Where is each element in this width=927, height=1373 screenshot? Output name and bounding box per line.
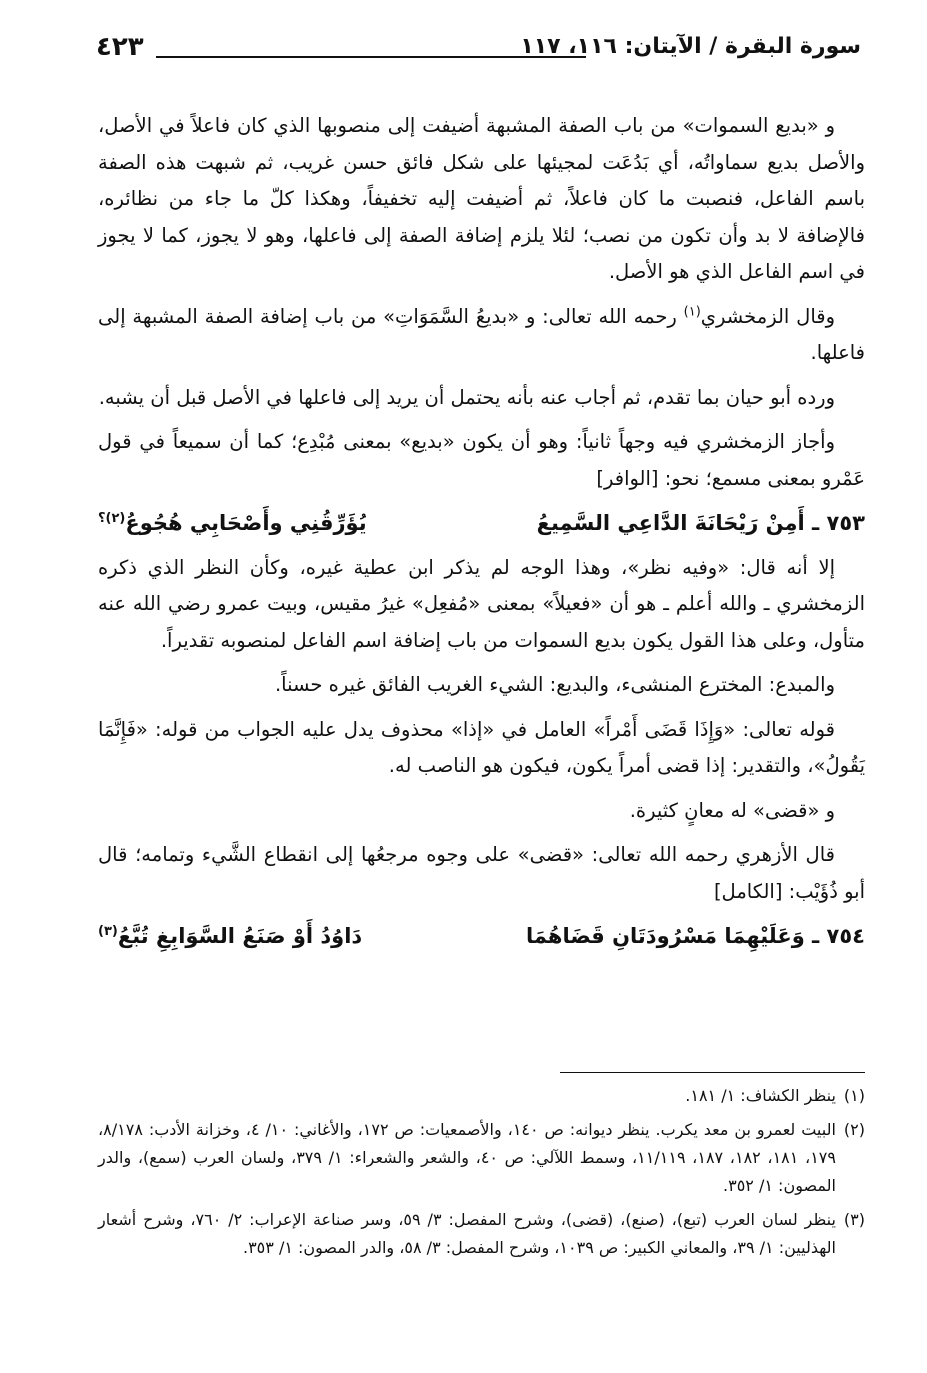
running-title: سورة البقرة / الآيتان: ١١٦، ١١٧ [520,34,861,59]
paragraph: وأجاز الزمخشري فيه وجهاً ثانياً: وهو أن يكون «بديع» بمعنى مُبْدِع؛ كما أن سميعاً في قول عَمْرو بمعنى مسمع؛ نحو: [الوافر] [98,430,865,490]
footnote-number: (٢) [843,1120,865,1139]
poetry-verse [98,918,865,955]
paragraph-text: وقال الزمخشري [700,304,835,328]
paragraph: و «بديع السموات» من باب الصفة المشبهة أضيفت إلى منصوبها الذي كان فاعلاً في الأصل، والأصل بديع سماواتُه، أي بَدُعَت لمجيئها على شكل فائق حسن غريب، ثم شبهت هذه الصفة باسم الفاعل، فنصبت ما كان فاعلاً، ثم أضيفت إليه تخفيفاً، وهكذا كلّ ما جاء من نظائره، فالإضافة لا بد وأن تكون من نصب؛ لئلا يلزم إضافة الصفة إلى فاعلها، وهو لا يجوز، كما لا يجوز في اسم الفاعل الذي هو الأصل. [98,114,865,283]
poetry-verse [98,505,865,542]
footnote-reference: (١) [683,304,701,319]
paragraph: قال الأزهري رحمه الله تعالى: «قضى» على وجوه مرجعُها إلى انقطاع الشَّيء وتمامه؛ قال أبو ذُؤَيْب: [الكامل] [98,843,865,903]
footnote-separator [560,1072,865,1073]
footnote [98,1116,865,1200]
paragraph: و «قضى» له معانٍ كثيرة. [629,798,835,822]
footnotes [98,1082,865,1268]
footnote [98,1206,865,1262]
paragraph-text: رحمه الله تعالى: و «بديعُ السَّمَوَاتِ» من باب إضافة الصفة المشبهة إلى فاعلها. [98,304,865,364]
verse-text: يُؤَرِّقُنِي وأَصْحَابِي هُجُوعُ [125,511,367,535]
footnote-number: (٣) [843,1210,865,1229]
verse-first-hemistich: ٧٥٣ ـ أَمِنْ رَيْحَانَةَ الدَّاعِي السَّمِيعُ [536,511,865,535]
verse-second-hemistich [98,505,367,542]
paragraph: ورده أبو حيان بما تقدم، ثم أجاب عنه بأنه يحتمل أن يريد إلى فاعلها في الأصل قبل أن يشبه. [98,385,835,409]
page-header [96,28,861,68]
paragraph: والمبدع: المخترع المنشىء، والبديع: الشيء الغريب الفائق غيره حسناً. [274,673,835,696]
header-rule [156,56,586,58]
footnote-text: ينظر الكشاف: ١/ ١٨١. [685,1086,836,1105]
verse-first-hemistich: ٧٥٤ ـ وَعَلَيْهِمَا مَسْرُودَتَانِ قَضَاهُمَا [525,924,865,948]
footnote-text: البيت لعمرو بن معد يكرب. ينظر ديوانه: ص ١٤٠، والأصمعيات: ص ١٧٢، والأغاني: ١٠/ ٤، وخزانة الأدب: ٨/١٧٨، ١٧٩، ١٨١، ١٨٢، ١٨٧، ١١/١١٩، وسمط اللآلي: ص ٤٠، والشعر والشعراء: ١/ ٣٧٩، ولسان العرب (سمع)، والدر المصون: ١/ ٣٥٢. [98,1120,836,1195]
verse-second-hemistich [98,918,362,955]
footnote-reference: (٣) [98,924,118,939]
main-text [98,108,865,963]
verse-text: دَاوُدُ أَوْ صَنَعُ السَّوَابِغِ تُبَّعُ [117,924,363,948]
footnote [98,1082,865,1110]
footnote-text: ينظر لسان العرب (تبع)، (صنع)، (قضى)، وشرح المفصل: ٣/ ٥٩، وسر صناعة الإعراب: ٢/ ٧٦٠، وشرح أشعار الهذليين: ١/ ٣٩، والمعاني الكبير: ص ١٠٣٩، وشرح المفصل: ٣/ ٥٨، والدر المصون: ١/ ٣٥٣. [98,1210,836,1257]
page-number: ٤٢٣ [96,32,144,62]
paragraph: قوله تعالى: «وَإِذَا قَضَى أَمْراً» العامل في «إذا» محذوف يدل عليه الجواب من قوله: «فَإِنَّمَا يَقُولُ»، والتقدير: إذا قضى أمراً يكون، فيكون هو الناصب له. [98,717,865,777]
paragraph: إلا أنه قال: «وفيه نظر»، وهذا الوجه لم يذكر ابن عطية غيره، وكأن النظر الذي ذكره الزمخشري ـ والله أعلم ـ هو أن «فعيلاً» بمعنى «مُفعِل» غيرُ مقيس، وبيت عمرو رضي الله عنه متأول، وعلى هذا القول يكون بديع السموات من باب إضافة اسم الفاعل لمنصوبه تقديراً. [98,555,865,652]
paragraph [98,299,865,372]
footnote-number: (١) [843,1086,865,1105]
footnote-reference: (٢)؟ [98,511,126,526]
